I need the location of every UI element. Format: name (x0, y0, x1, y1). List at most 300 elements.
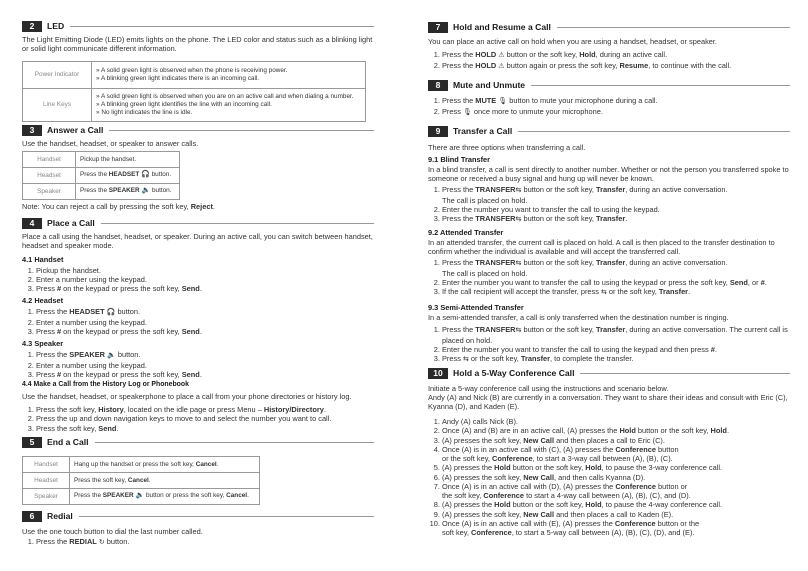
list-item (442, 96, 790, 107)
subsection-title: 4.3 Speaker (22, 339, 64, 348)
section-title: Hold and Resume a Call (453, 22, 551, 33)
list-item (442, 345, 790, 354)
text: , located on the idle page or press Menu – (123, 405, 264, 415)
text: . (199, 326, 202, 336)
led-intro: The Light Emitting Diode (LED) emits lights on the phone. The LED color and status such as a blinking light or solid light communicate different information. (22, 35, 373, 54)
section-title: Answer a Call (47, 125, 104, 136)
key-name: TRANSFER (475, 258, 516, 268)
section-hold (428, 22, 790, 71)
text: (A) presses the soft key, (442, 472, 524, 482)
list-item: 2. Enter the number you want to transfer the call to using the keypad. (442, 205, 790, 214)
subsection-title: 4.2 Headset (22, 296, 64, 305)
transfer-icon: ⇆ (515, 260, 522, 268)
text: Press the soft key, (36, 423, 99, 433)
text: button. (115, 350, 141, 360)
section-end (22, 437, 374, 448)
table-cell: Pickup the handset. (76, 152, 180, 168)
table-row (23, 457, 260, 473)
answer-table (22, 151, 180, 200)
key-name: Reject (190, 202, 213, 211)
text: Press (442, 353, 463, 363)
list-item (442, 482, 790, 501)
key-name: HOLD (475, 50, 497, 60)
key-name: Hold (585, 500, 602, 510)
conference-steps (428, 417, 790, 537)
section-header (22, 511, 374, 522)
text: button or the soft key, (521, 258, 597, 268)
text: button or the soft key, (635, 426, 711, 436)
list-item (36, 307, 374, 318)
hold-intro: You can place an active call on hold when you are using a handset, headset, or speaker. (428, 37, 717, 46)
subsection-handset (22, 255, 374, 293)
list-item: 2. Enter a number using the keypad. (36, 361, 374, 370)
text: button (656, 444, 679, 454)
divider (109, 130, 374, 131)
list-item: 1. Pickup the handset. (36, 266, 374, 275)
text: Once (A) is in an active call with (E), (A) presses the (442, 518, 615, 528)
transfer-intro: There are three options when transferring a call. (428, 143, 586, 152)
text: Once (A) and (B) are in an active call, (A) presses the (442, 426, 620, 436)
steps-list (428, 185, 790, 224)
key-name: # (56, 284, 62, 294)
key-name: New Call (523, 509, 555, 519)
text: button or the soft key, (521, 213, 597, 223)
key-name: TRANSFER (475, 185, 516, 195)
section-title: Mute and Unmute (453, 80, 526, 91)
text: or the soft key, (468, 353, 521, 363)
table-row (23, 489, 260, 505)
section-number: 5 (22, 437, 42, 448)
transfer-icon: ⇆ (515, 215, 522, 223)
text: or the soft key, (606, 286, 659, 296)
section-title: LED (47, 21, 65, 32)
key-name: # (56, 369, 62, 379)
subsection-headset (22, 296, 374, 336)
divider (531, 85, 790, 86)
text: Press the (442, 213, 476, 223)
list-item (442, 278, 790, 287)
text: Press (36, 326, 57, 336)
key-name: Transfer (596, 185, 626, 195)
text: . (726, 426, 729, 436)
text: Press the (36, 537, 70, 547)
list-item (442, 473, 790, 482)
section-number: 3 (22, 125, 42, 136)
text: . (764, 277, 767, 287)
text: , to complete the transfer. (550, 353, 634, 363)
list-item (442, 214, 790, 225)
text: button or (656, 481, 688, 491)
table-cell (70, 473, 260, 489)
text: to start a 4-way call between (A), (B), (C), and (D). (524, 491, 691, 501)
text: Press the (442, 185, 476, 195)
table-cell (70, 489, 260, 505)
list-item (442, 258, 790, 278)
text: Press the (442, 258, 476, 268)
table-label: Handset (23, 152, 76, 168)
conference-intro: Initiate a 5-way conference call using the instructions and scenario below. (428, 384, 669, 393)
table-label: Power Indicator (23, 62, 92, 89)
text: (A) presses the (442, 463, 495, 473)
list-item (442, 445, 790, 464)
list-item (36, 424, 374, 433)
text: button. (104, 537, 130, 547)
text: If the call recipient will accept the transfer, press (442, 286, 601, 296)
steps-list (428, 325, 790, 364)
table-cell (70, 457, 260, 473)
table-label: Speaker (23, 184, 76, 200)
text: button or press the soft key, (144, 492, 227, 500)
table-label: Headset (23, 168, 76, 184)
text: Once (A) is in an active call with (C), (A) presses the (442, 444, 616, 454)
text: Press (442, 106, 463, 116)
text: , during an active call. (595, 50, 668, 60)
text: button. (150, 187, 172, 195)
list-item (36, 405, 374, 414)
list-item (36, 537, 374, 548)
headset-icon: 🎧 (106, 309, 116, 317)
key-name: Hold (494, 463, 511, 473)
text: and then places a call to Kaden (E). (554, 509, 674, 519)
section-place (22, 218, 374, 250)
text: or the soft key, (442, 454, 492, 464)
key-name: # (56, 326, 62, 336)
divider (79, 516, 374, 517)
text: button or the soft key, (510, 500, 586, 510)
text: button again or press the soft key, (504, 60, 620, 70)
hold-icon: ⚠ (498, 52, 505, 60)
table-line: » A blinking green light identifies the line with an incoming call. (96, 101, 272, 109)
section-number: 8 (428, 80, 448, 91)
key-name: TRANSFER (475, 213, 516, 223)
key-name: Hold (619, 426, 636, 436)
steps-list (22, 405, 374, 432)
subsection-title: 9.1 Blind Transfer (428, 155, 491, 164)
text: button. (149, 171, 172, 179)
table-row (23, 152, 180, 168)
text: (A) presses the (442, 500, 495, 510)
divider (95, 442, 374, 443)
section-redial (22, 511, 374, 548)
list-item: 2. Press the up and down navigation keys to move to and select the number you want to call. (36, 414, 374, 423)
steps-list (22, 266, 374, 293)
text: (A) presses the soft key, (442, 435, 524, 445)
divider (557, 27, 790, 28)
hold-icon: ⚠ (498, 62, 505, 70)
list-item (442, 500, 790, 509)
text: . (323, 405, 326, 415)
key-name: Send (181, 326, 200, 336)
text: , or (747, 277, 761, 287)
list-item (442, 50, 790, 61)
steps-list (22, 307, 374, 336)
key-name: Cancel (127, 476, 149, 484)
list-item (36, 350, 374, 361)
led-table (22, 61, 366, 122)
list-item (442, 287, 790, 298)
section-number: 10 (428, 368, 448, 379)
steps-list (428, 50, 790, 71)
key-name: # (760, 277, 765, 287)
key-name: SPEAKER (69, 350, 106, 360)
text: , during an active conversation. (625, 258, 728, 268)
text: Note: You can reject a call by pressing the soft key, (22, 202, 191, 211)
text: button or the soft key, (510, 463, 586, 473)
table-label: Line Keys (23, 89, 92, 122)
key-name: REDIAL (69, 537, 97, 547)
section-number: 6 (22, 511, 42, 522)
subsection-speaker (22, 339, 374, 379)
text: Press the (36, 307, 70, 317)
key-name: Conference (483, 491, 525, 501)
section-number: 4 (22, 218, 42, 229)
divider (101, 223, 374, 224)
mute-icon: 🎙 (498, 98, 508, 105)
steps-list (428, 96, 790, 117)
subsection-attended (428, 228, 790, 297)
key-name: HOLD (475, 60, 497, 70)
text: . (625, 213, 628, 223)
section-header (428, 368, 790, 379)
key-name: Hold (710, 426, 727, 436)
text: Press the soft key, (36, 405, 99, 415)
text: Press the (442, 325, 476, 335)
key-name: Transfer (596, 258, 626, 268)
key-name: Transfer (520, 353, 551, 363)
key-name: Transfer (658, 286, 689, 296)
section-header (22, 218, 374, 229)
text: , to pause the 4-way conference call. (601, 500, 723, 510)
place-intro: Place a call using the handset, headset, or speaker. During an active call, you can switch between handset, headset and speaker mode. (22, 232, 373, 251)
text: (A) presses the soft key, (442, 509, 524, 519)
subsection-title: 9.3 Semi-Attended Transfer (428, 303, 524, 312)
section-header (22, 125, 374, 136)
text: . (199, 369, 202, 379)
text: , to start a 5-way call between (A), (B), (C), (D), and (E). (511, 528, 695, 538)
subsection-semi (428, 303, 790, 364)
text: Press the (80, 171, 109, 179)
subsection-title: 4.1 Handset (22, 255, 64, 264)
table-cell (76, 184, 180, 200)
transfer-icon: ⇆ (515, 327, 522, 335)
list-item (442, 519, 790, 538)
list-item: 2. Enter a number using the keypad. (36, 275, 374, 284)
text: Press the (74, 492, 103, 500)
list-item (36, 370, 374, 379)
redial-intro: Use the one touch button to dial the last number called. (22, 527, 203, 536)
key-name: Hold (585, 463, 602, 473)
table-label: Speaker (23, 489, 70, 505)
list-item (442, 436, 790, 445)
list-item (36, 327, 374, 336)
list-item: 1. Andy (A) calls Nick (B). (442, 417, 790, 426)
transfer-icon: ⇆ (600, 288, 607, 296)
text: Press the (36, 350, 70, 360)
key-name: History/Directory (263, 405, 324, 415)
text: and then places a call to Eric (C). (554, 435, 665, 445)
key-name: Resume (619, 60, 649, 70)
history-intro: Use the handset, headset, or speakerphone to place a call from your phone directories or history log. (22, 392, 352, 402)
table-row (23, 62, 366, 89)
section-header (428, 22, 790, 33)
text: , to start a 3-way call between (A), (B), (C). (532, 454, 673, 464)
text: Press the (80, 187, 109, 195)
text: . (116, 423, 119, 433)
table-line: » No light indicates the line is idle. (96, 108, 193, 116)
list-item (442, 354, 790, 365)
text: on the keypad or press the soft key, (61, 369, 182, 379)
key-name: History (98, 405, 124, 415)
list-item (36, 284, 374, 293)
list-item (442, 426, 790, 435)
key-name: New Call (523, 435, 555, 445)
text: soft key, (442, 528, 472, 538)
text: . (216, 460, 219, 468)
table-label: Headset (23, 473, 70, 489)
steps-list (22, 537, 374, 548)
text: , during an active conversation. The current call is placed on hold. (442, 325, 788, 345)
text: button to mute your microphone during a call. (507, 96, 658, 105)
section-number: 9 (428, 126, 448, 137)
text: . (688, 286, 691, 296)
text: Once (A) is in an active call with (D), (A) presses the (442, 481, 616, 491)
speaker-icon: 🔈 (107, 352, 116, 360)
key-name: HEADSET (108, 171, 140, 179)
end-table (22, 456, 260, 505)
list-item (442, 325, 790, 345)
key-name: Cancel (226, 492, 248, 500)
text: button. (115, 307, 141, 317)
section-conference (428, 368, 790, 537)
key-name: Send (181, 369, 200, 379)
table-cell (92, 62, 366, 89)
divider (580, 373, 790, 374)
text: Enter the number you want to transfer the call to using the keypad and then press (442, 344, 711, 354)
conference-scenario: Andy (A) and Nick (B) are currently in a conversation. They want to share their ideas and consult with Eric (C), Kyanna (D), and Kaden (E). (428, 393, 788, 412)
transfer-icon: ⇆ (515, 187, 522, 195)
section-led (22, 21, 374, 53)
subsection-title: 9.2 Attended Transfer (428, 228, 504, 237)
table-row (23, 184, 180, 200)
redial-icon: ↻ (98, 539, 105, 547)
mute-icon: 🎙 (462, 108, 472, 116)
key-name: Transfer (596, 325, 626, 335)
text: on the keypad or press the soft key, (61, 284, 182, 294)
table-line: » A solid green light is observed when the phone is receiving power. (96, 67, 288, 75)
key-name: Conference (615, 481, 656, 491)
section-header (428, 126, 790, 137)
list-item (442, 510, 790, 519)
table-cell (76, 168, 180, 184)
text: on the keypad or press the soft key, (61, 326, 182, 336)
section-title: Transfer a Call (453, 126, 513, 137)
speaker-icon: 🔈 (135, 492, 145, 500)
text: . (247, 492, 249, 500)
list-item (442, 61, 790, 72)
key-name: Conference (491, 454, 533, 464)
text: Press the (442, 96, 476, 105)
text: Press (36, 284, 57, 294)
text: . (199, 284, 202, 294)
list-item (442, 185, 790, 205)
subsection-history (22, 381, 374, 433)
section-number: 7 (428, 22, 448, 33)
key-name: Send (98, 423, 117, 433)
divider (518, 131, 790, 132)
text: . (714, 344, 717, 354)
table-label: Handset (23, 457, 70, 473)
key-name: Send (729, 277, 748, 287)
text: Press the (442, 50, 476, 60)
semi-intro: In a semi-attended transfer, a call is only transferred when the destination number is ringing. (428, 313, 729, 323)
steps-list (22, 350, 374, 379)
text: button or the soft key, (504, 50, 580, 60)
section-transfer (428, 126, 790, 152)
text: once more to unmute your microphone. (471, 106, 603, 116)
table-row (23, 89, 366, 122)
section-title: Place a Call (47, 218, 95, 229)
table-line: » A solid green light is observed when you are on an active call and when dialing a number. (96, 93, 354, 101)
key-name: TRANSFER (475, 325, 516, 335)
subsection-blind (428, 155, 790, 224)
section-header (22, 21, 374, 32)
subsection-title: 4.4 Make a Call from the History Log or Phonebook (22, 381, 189, 388)
attended-intro: In an attended transfer, the current call is placed on hold. A call is then placed to the transfer destination to confirm whether the individual is available and will accept the transferred call. (428, 238, 775, 257)
key-name: SPEAKER (102, 492, 134, 500)
key-name: # (710, 344, 715, 354)
text: . (148, 476, 151, 484)
key-name: New Call (523, 472, 555, 482)
key-name: Hold (494, 500, 511, 510)
text: . (212, 202, 215, 211)
section-title: Redial (47, 511, 73, 522)
speaker-icon: 🔈 (141, 187, 151, 195)
text: The call is placed on hold. (442, 268, 528, 278)
transfer-icon: ⇆ (462, 355, 469, 363)
key-name: MUTE (475, 96, 497, 105)
steps-list (428, 258, 790, 297)
text: button or the soft key, (521, 325, 597, 335)
blind-intro: In a blind transfer, a call is sent directly to another number. Whether or not the person you transferred spoke to someone or received a busy signal and hung up will never be known. (428, 165, 789, 184)
table-cell (92, 89, 366, 122)
key-name: HEADSET (69, 307, 105, 317)
key-name: Cancel (195, 460, 217, 468)
key-name: Send (181, 284, 200, 294)
key-name: Transfer (596, 213, 626, 223)
text: , during an active conversation. (625, 185, 728, 195)
table-line: » A blinking green light indicates there is an incoming call. (96, 75, 260, 82)
section-header (22, 437, 374, 448)
answer-note (22, 202, 374, 211)
text: , to continue with the call. (648, 60, 732, 70)
text: button or the soft key, (521, 185, 597, 195)
text: Press (36, 369, 57, 379)
text: , to pause the 3-way conference call. (601, 463, 723, 473)
list-item (442, 463, 790, 472)
section-mute (428, 80, 790, 117)
text: Press the soft key, (74, 476, 128, 484)
section-title: Hold a 5-Way Conference Call (453, 368, 575, 379)
section-header (428, 80, 790, 91)
text: Enter the number you want to transfer the call to using the keypad or press the soft key, (442, 277, 730, 287)
text: The call is placed on hold. (442, 195, 528, 205)
key-name: Conference (615, 444, 656, 454)
text: , and then calls Kyanna (D). (554, 472, 646, 482)
answer-intro: Use the handset, headset, or speaker to answer calls. (22, 139, 199, 148)
table-row (23, 473, 260, 489)
list-item: 2. Enter a number using the keypad. (36, 318, 374, 327)
section-answer (22, 125, 374, 148)
